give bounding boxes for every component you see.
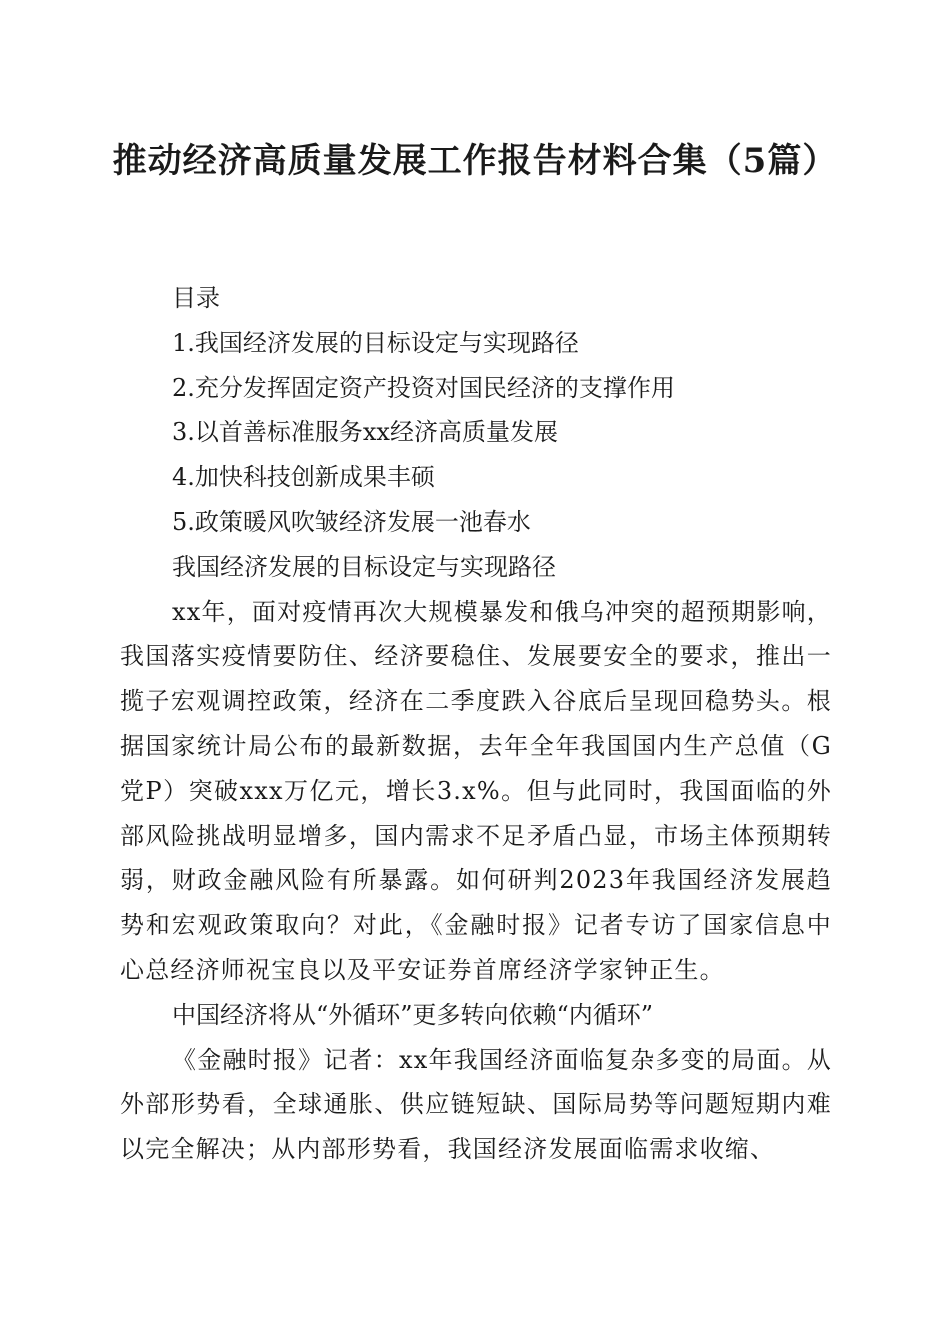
body-paragraph: xx年，面对疫情再次大规模暴发和俄乌冲突的超预期影响，我国落实疫情要防住、经济要稳住、发展要安全的要求，推出一揽子宏观调控政策，经济在二季度跌入谷底后呈现回稳势头。根据国家统计局公布的最新数据，去年全年我国国内生产总值（G党P）突破xxx万亿元，增长3.x%。但与此同时，我国面临的外部风险挑战明显增多，国内需求不足矛盾凸显，市场主体预期转弱，财政金融风险有所暴露。如何研判2023年我国经济发展趋势和宏观政策取向？对此，《金融时报》记者专访了国家信息中心总经济师祝宝良以及平安证券首席经济学家钟正生。 xyxy=(120,597,832,984)
toc-item-3: 3.以首善标准服务xx经济高质量发展 xyxy=(172,418,558,447)
section-heading: 我国经济发展的目标设定与实现路径 xyxy=(172,552,556,581)
toc-item-2: 2.充分发挥固定资产投资对国民经济的支撑作用 xyxy=(172,373,675,402)
body-paragraph: 《金融时报》记者：xx年我国经济面临复杂多变的局面。从外部形势看，全球通胀、供应链短缺、国际局势等问题短期内难以完全解决；从内部形势看，我国经济发展面临需求收缩、 xyxy=(120,1045,832,1164)
toc-item-5: 5.政策暖风吹皱经济发展一池春水 xyxy=(172,507,531,536)
document-body xyxy=(120,276,832,1172)
toc-item-4: 4.加快科技创新成果丰硕 xyxy=(172,463,435,492)
toc-item-1: 1.我国经济发展的目标设定与实现路径 xyxy=(172,328,579,357)
toc-heading: 目录 xyxy=(172,284,220,312)
section-subheading: 中国经济将从“外循环”更多转向依赖“内循环” xyxy=(172,1000,654,1029)
document-title: 推动经济高质量发展工作报告材料合集（5篇） xyxy=(112,141,838,181)
